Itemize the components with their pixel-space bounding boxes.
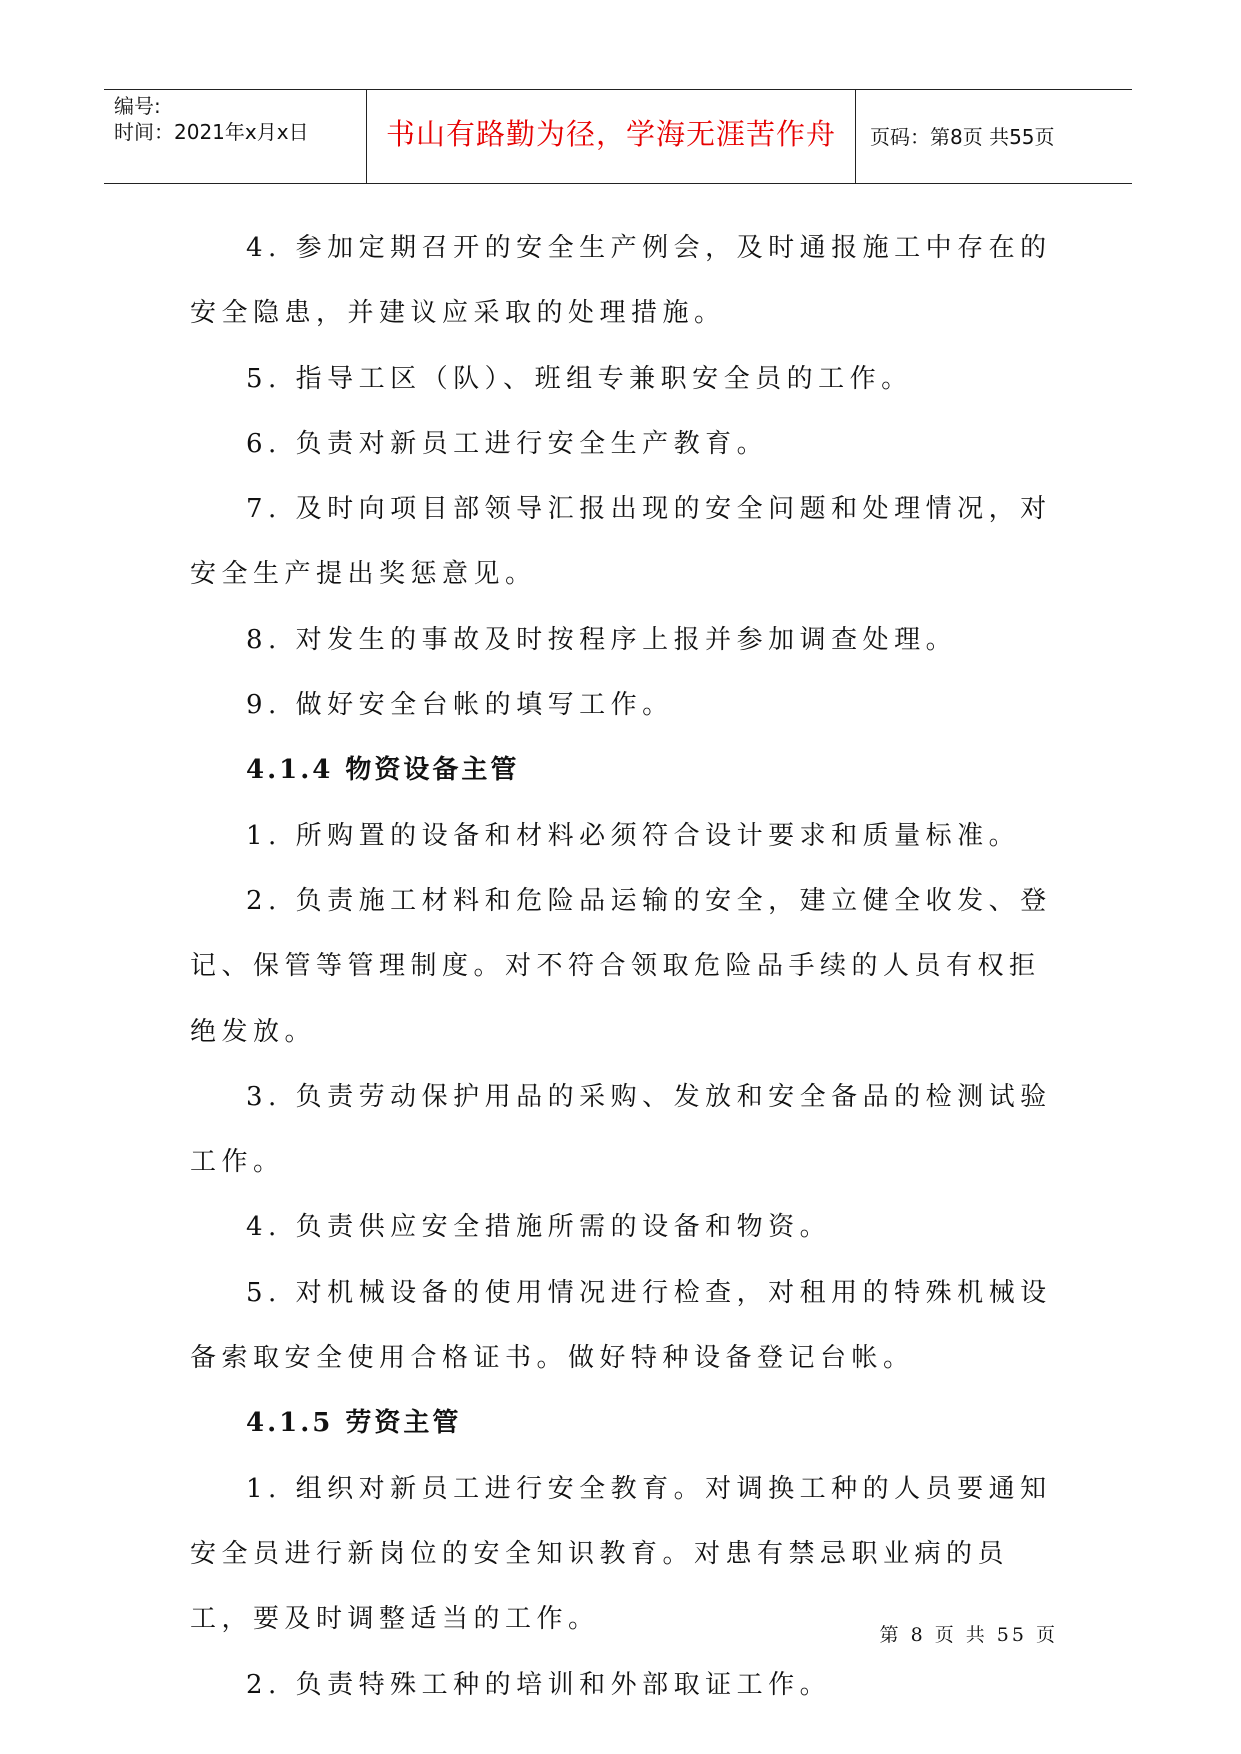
header-page-number: 页码：第8页 共55页: [870, 125, 1055, 149]
paragraph: 3. 负责劳动保护用品的采购、发放和安全备品的检测试验工作。: [190, 1081, 1052, 1178]
paragraph: 5. 指导工区（队）、班组专兼职安全员的工作。: [246, 363, 913, 394]
paragraph: 1. 组织对新员工进行安全教育。对调换工种的人员要通知安全员进行新岗位的安全知识教育。对患有禁忌职业病的员工，要及时调整适当的工作。: [190, 1473, 1052, 1635]
header-page-cell: [856, 90, 1132, 183]
paragraph: 4. 负责供应安全措施所需的设备和物资。: [246, 1212, 832, 1243]
header-motto: 书山有路勤为径，学海无涯苦作舟: [385, 117, 836, 151]
header-motto-cell: [367, 90, 856, 183]
paragraph: 6. 负责对新员工进行安全生产教育。: [246, 428, 769, 459]
paragraph: 7. 及时向项目部领导汇报出现的安全问题和处理情况，对安全生产提出奖惩意见。: [190, 494, 1052, 590]
paragraph: 4. 参加定期召开的安全生产例会，及时通报施工中存在的安全隐患，并建议应采取的处理措施。: [190, 233, 1052, 329]
document-body: [190, 216, 1055, 1718]
document-header: [104, 89, 1132, 184]
paragraph: 2. 负责特殊工种的培训和外部取证工作。: [246, 1669, 832, 1700]
paragraph: 1. 所购置的设备和材料必须符合设计要求和质量标准。: [246, 820, 1021, 851]
document-date-label: 时间：2021年x月x日: [114, 120, 309, 144]
paragraph: 5. 对机械设备的使用情况进行检查，对租用的特殊机械设备索取安全使用合格证书。做好特种设备登记台帐。: [190, 1277, 1052, 1374]
paragraph: 8. 对发生的事故及时按程序上报并参加调查处理。: [246, 624, 958, 655]
paragraph: 2. 负责施工材料和危险品运输的安全，建立健全收发、登记、保管等管理制度。对不符合领取危险品手续的人员有权拒绝发放。: [190, 885, 1052, 1047]
paragraph: 9. 做好安全台帐的填写工作。: [246, 690, 674, 721]
document-number-label: 编号:: [114, 94, 161, 118]
header-meta-cell: [104, 90, 367, 183]
section-heading-414: 4.1.4 物资设备主管: [246, 755, 520, 786]
section-heading-415: 4.1.5 劳资主管: [246, 1408, 462, 1439]
page-footer: 第 8 页 共 55 页: [879, 1624, 1058, 1646]
